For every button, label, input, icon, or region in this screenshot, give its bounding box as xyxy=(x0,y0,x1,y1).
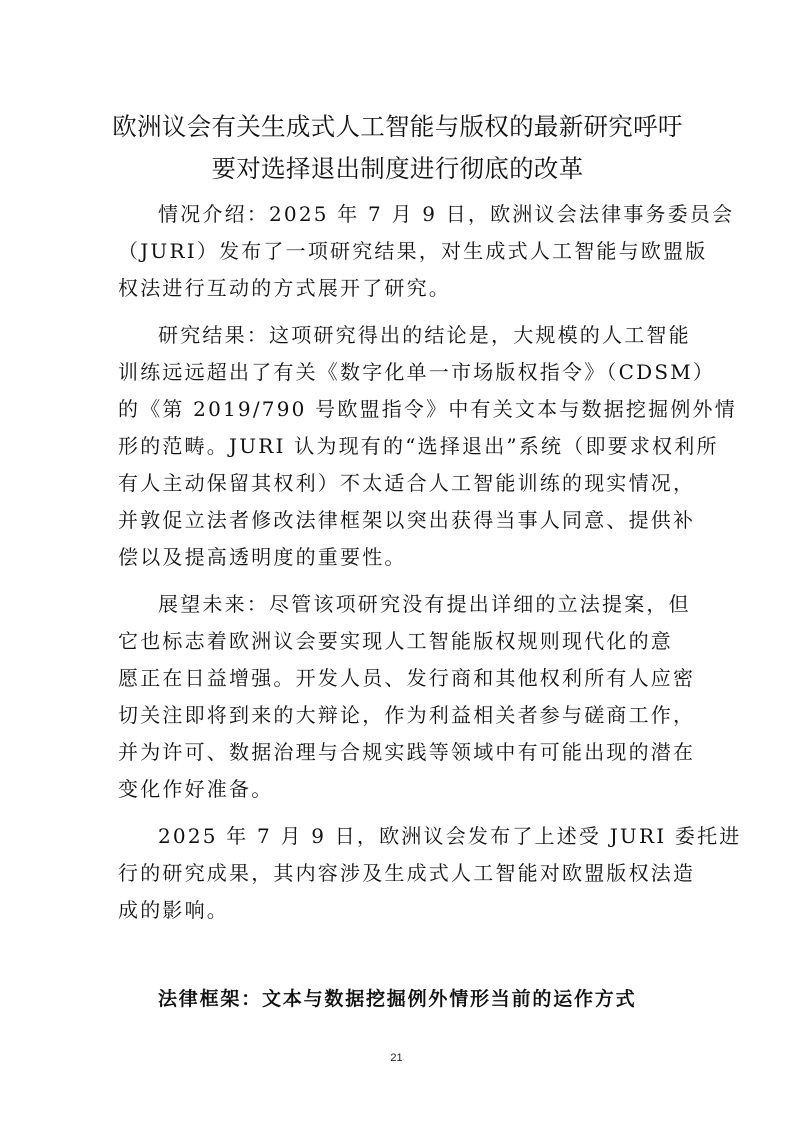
paragraph-line: 2025 年 7 月 9 日，欧洲议会发布了上述受 JURI 委托进 xyxy=(158,824,742,848)
paragraph-line: 愿正在日益增强。开发人员、发行商和其他权利所有人应密 xyxy=(118,666,696,690)
paragraph-line: 展望未来：尽管该项研究没有提出详细的立法提案，但 xyxy=(158,592,691,616)
paragraph-line: 训练远远超出了有关《数字化单一市场版权指令》（CDSM） xyxy=(118,360,716,384)
paragraph-line: 偿以及提高透明度的重要性。 xyxy=(118,545,407,569)
paragraph-line: 形的范畴。JURI 认为现有的“选择退出”系统（即要求权利所 xyxy=(118,434,719,458)
paragraph-line: 并为许可、数据治理与合规实践等领域中有可能出现的潜在 xyxy=(118,740,696,764)
document-title xyxy=(110,106,685,190)
paragraph-line: 变化作好准备。 xyxy=(118,777,274,801)
paragraph-spacer xyxy=(118,576,678,586)
title-line-1: 欧洲议会有关生成式人工智能与版权的最新研究呼吁 xyxy=(112,112,683,141)
page-number: 21 xyxy=(390,1052,403,1064)
paragraph-line: 情况介绍：2025 年 7 月 9 日，欧洲议会法律事务委员会 xyxy=(158,202,735,226)
paragraph-line: 研究结果：这项研究得出的结论是，大规模的人工智能 xyxy=(158,323,691,347)
paragraph-spacer xyxy=(118,307,678,317)
paragraph-line: 它也标志着欧洲议会要实现人工智能版权规则现代化的意 xyxy=(118,629,673,653)
paragraph-line: 切关注即将到来的大辩论，作为利益相关者参与磋商工作， xyxy=(118,703,696,727)
paragraph-line: 权法进行互动的方式展开了研究。 xyxy=(118,276,451,300)
section-heading: 法律框架：文本与数据挖掘例外情形当前的运作方式 xyxy=(158,988,637,1010)
paragraph-outlook xyxy=(118,586,696,808)
paragraph-spacer xyxy=(118,808,678,818)
title-line-2: 要对选择退出制度进行彻底的改革 xyxy=(211,154,584,183)
paragraph-line: 有人主动保留其权利）不太适合人工智能训练的现实情况， xyxy=(118,471,696,495)
paragraph-line: 行的研究成果，其内容涉及生成式人工智能对欧盟版权法造 xyxy=(118,861,696,885)
paragraph-line: 的《第 2019/790 号欧盟指令》中有关文本与数据挖掘例外情 xyxy=(118,397,737,421)
paragraph-introduction xyxy=(118,196,735,307)
document-body xyxy=(118,196,742,929)
paragraph-findings xyxy=(118,317,737,576)
paragraph-publication xyxy=(118,818,742,929)
paragraph-line: 并敦促立法者修改法律框架以突出获得当事人同意、提供补 xyxy=(118,508,696,532)
paragraph-line: 成的影响。 xyxy=(118,898,229,922)
paragraph-line: （JURI）发布了一项研究结果，对生成式人工智能与欧盟版 xyxy=(118,239,708,263)
